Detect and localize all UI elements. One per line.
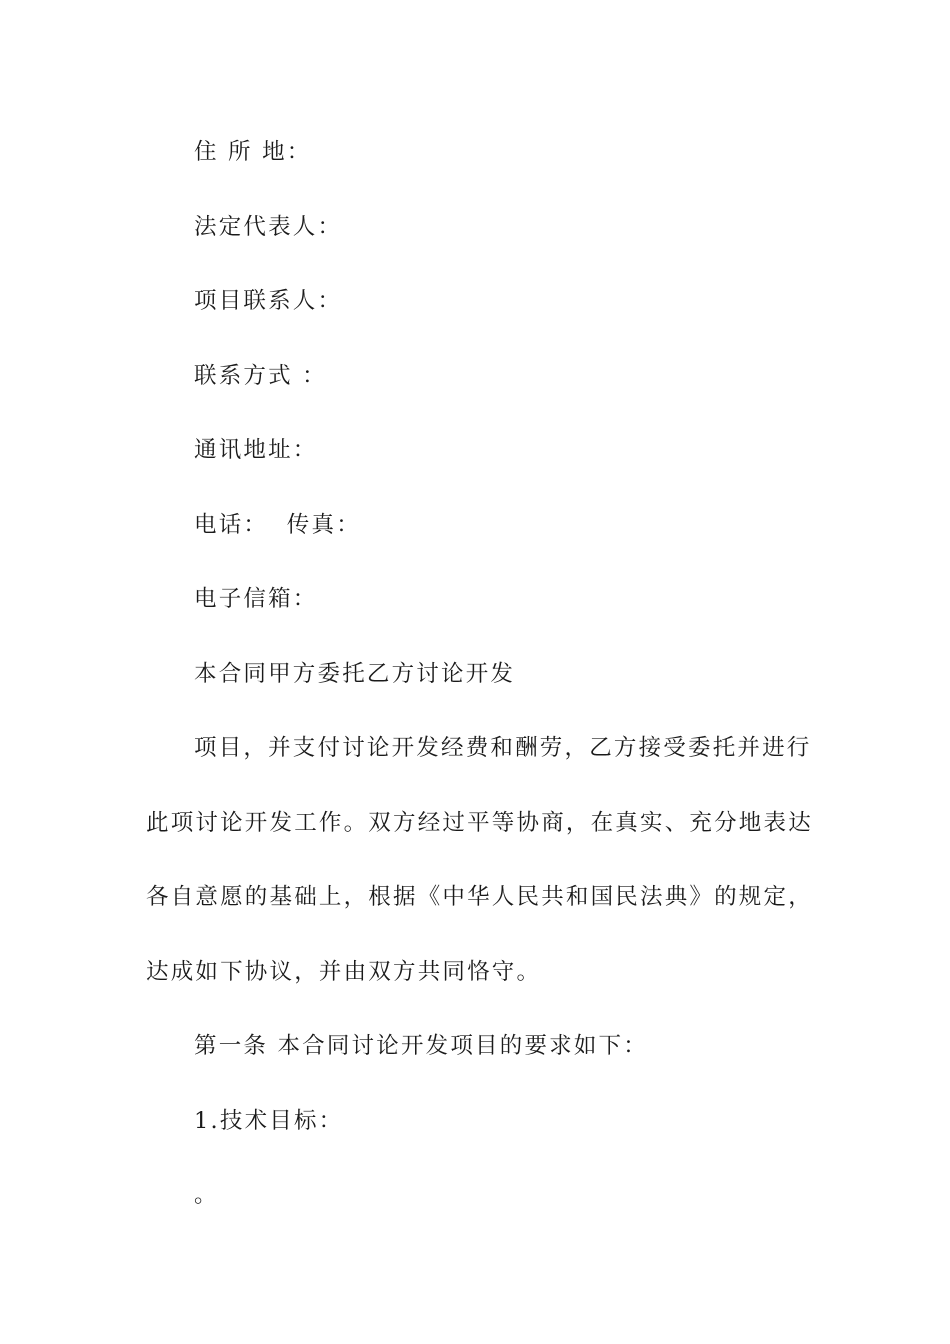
intro-line: 本合同甲方委托乙方讨论开发 bbox=[194, 661, 516, 687]
paragraph-line-4: 达成如下协议，并由双方共同恪守。 bbox=[146, 959, 542, 985]
field-project-contact: 项目联系人： bbox=[194, 288, 343, 314]
paragraph-line-3: 各自意愿的基础上，根据《中华人民共和国民法典》的规定， bbox=[146, 884, 813, 910]
field-address: 住 所 地： bbox=[194, 139, 312, 165]
field-legal-representative: 法定代表人： bbox=[194, 214, 343, 240]
item-technical-goal: 1.技术目标： bbox=[194, 1108, 344, 1134]
field-email: 电子信箱： bbox=[194, 586, 318, 612]
trailing-period: 。 bbox=[194, 1182, 219, 1208]
paragraph-line-1: 项目，并支付讨论开发经费和酬劳，乙方接受委托并进行 bbox=[194, 735, 812, 761]
field-contact-method: 联系方式 ： bbox=[194, 363, 327, 389]
paragraph-line-2: 此项讨论开发工作。双方经过平等协商，在真实、充分地表达 bbox=[146, 810, 813, 836]
field-mailing-address: 通讯地址： bbox=[194, 437, 318, 463]
field-phone-fax: 电话： 传真： bbox=[194, 512, 361, 538]
article-one-heading: 第一条 本合同讨论开发项目的要求如下： bbox=[194, 1033, 648, 1059]
